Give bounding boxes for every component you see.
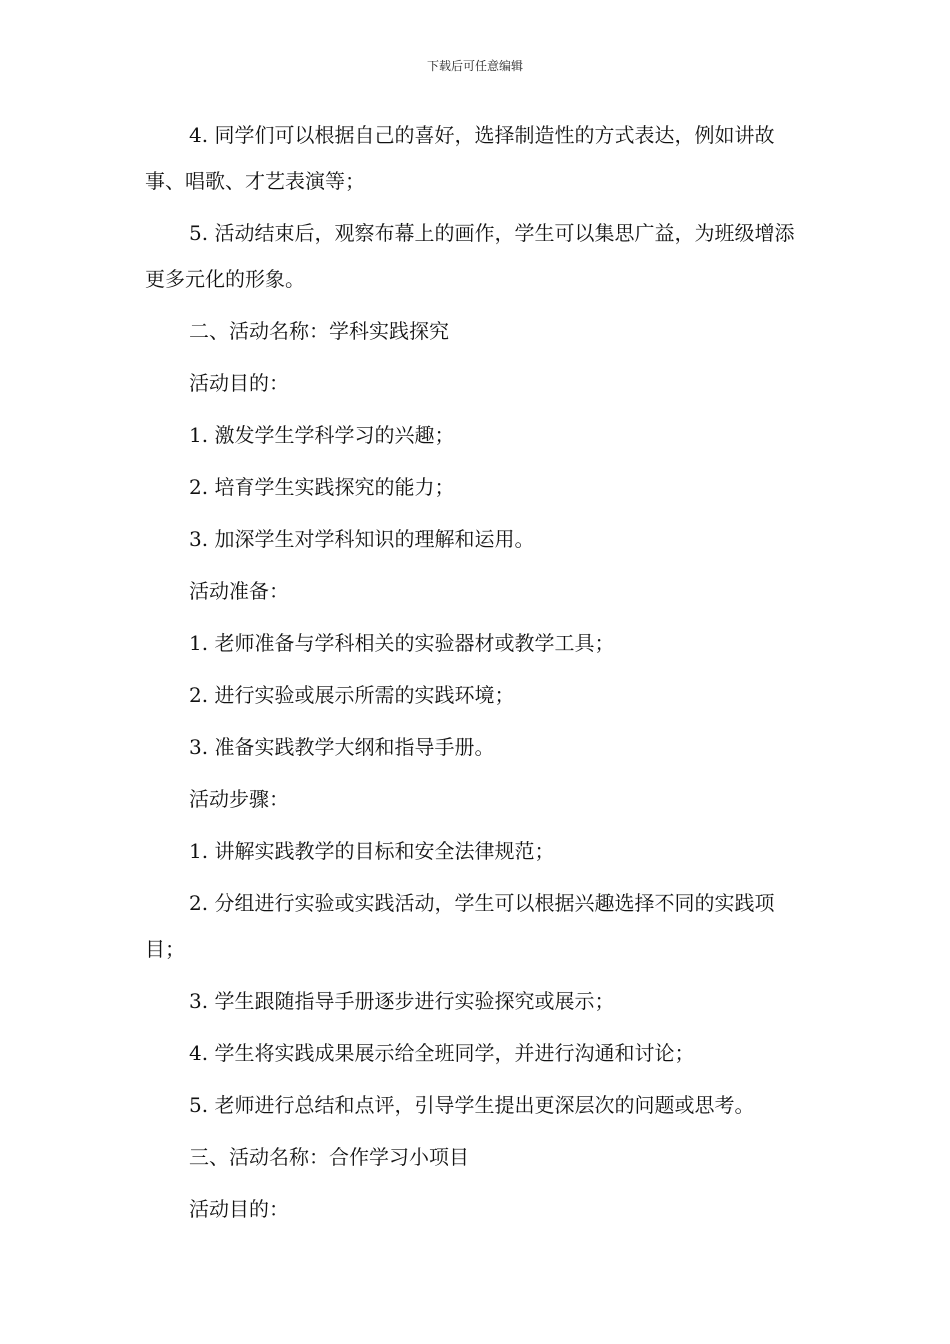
paragraph-item-4-creative-expression: 4. 同学们可以根据自己的喜好，选择制造性的方式表达，例如讲故事、唱歌、才艺表演等； [145, 123, 775, 193]
step-item-4: 4. 学生将实践成果展示给全班同学，并进行沟通和讨论； [189, 1041, 695, 1065]
purpose-item-1: 1. 激发学生学科学习的兴趣； [189, 423, 455, 447]
document-body [145, 112, 810, 1238]
section-heading-2: 二、活动名称：学科实践探究 [189, 319, 449, 343]
step-item-1: 1. 讲解实践教学的目标和安全法律规范； [189, 839, 555, 863]
step-item-2: 2. 分组进行实验或实践活动，学生可以根据兴趣选择不同的实践项目； [145, 891, 775, 961]
step-item-3: 3. 学生跟随指导手册逐步进行实验探究或展示； [189, 989, 615, 1013]
subheading-activity-steps: 活动步骤： [189, 787, 289, 811]
purpose-item-3: 3. 加深学生对学科知识的理解和运用。 [189, 527, 535, 551]
preparation-item-1: 1. 老师准备与学科相关的实验器材或教学工具； [189, 631, 615, 655]
paragraph-item-5-after-activity: 5. 活动结束后，观察布幕上的画作，学生可以集思广益，为班级增添更多元化的形象。 [145, 221, 795, 291]
page-header: 下载后可任意编辑 [426, 59, 523, 73]
section-heading-3: 三、活动名称：合作学习小项目 [189, 1145, 469, 1169]
purpose-item-2: 2. 培育学生实践探究的能力； [189, 475, 455, 499]
subheading-activity-purpose: 活动目的： [189, 371, 289, 395]
subheading-activity-purpose-2: 活动目的： [189, 1197, 289, 1221]
preparation-item-2: 2. 进行实验或展示所需的实践环境； [189, 683, 515, 707]
preparation-item-3: 3. 准备实践教学大纲和指导手册。 [189, 735, 495, 759]
step-item-5: 5. 老师进行总结和点评，引导学生提出更深层次的问题或思考。 [189, 1093, 755, 1117]
subheading-activity-preparation: 活动准备： [189, 579, 289, 603]
